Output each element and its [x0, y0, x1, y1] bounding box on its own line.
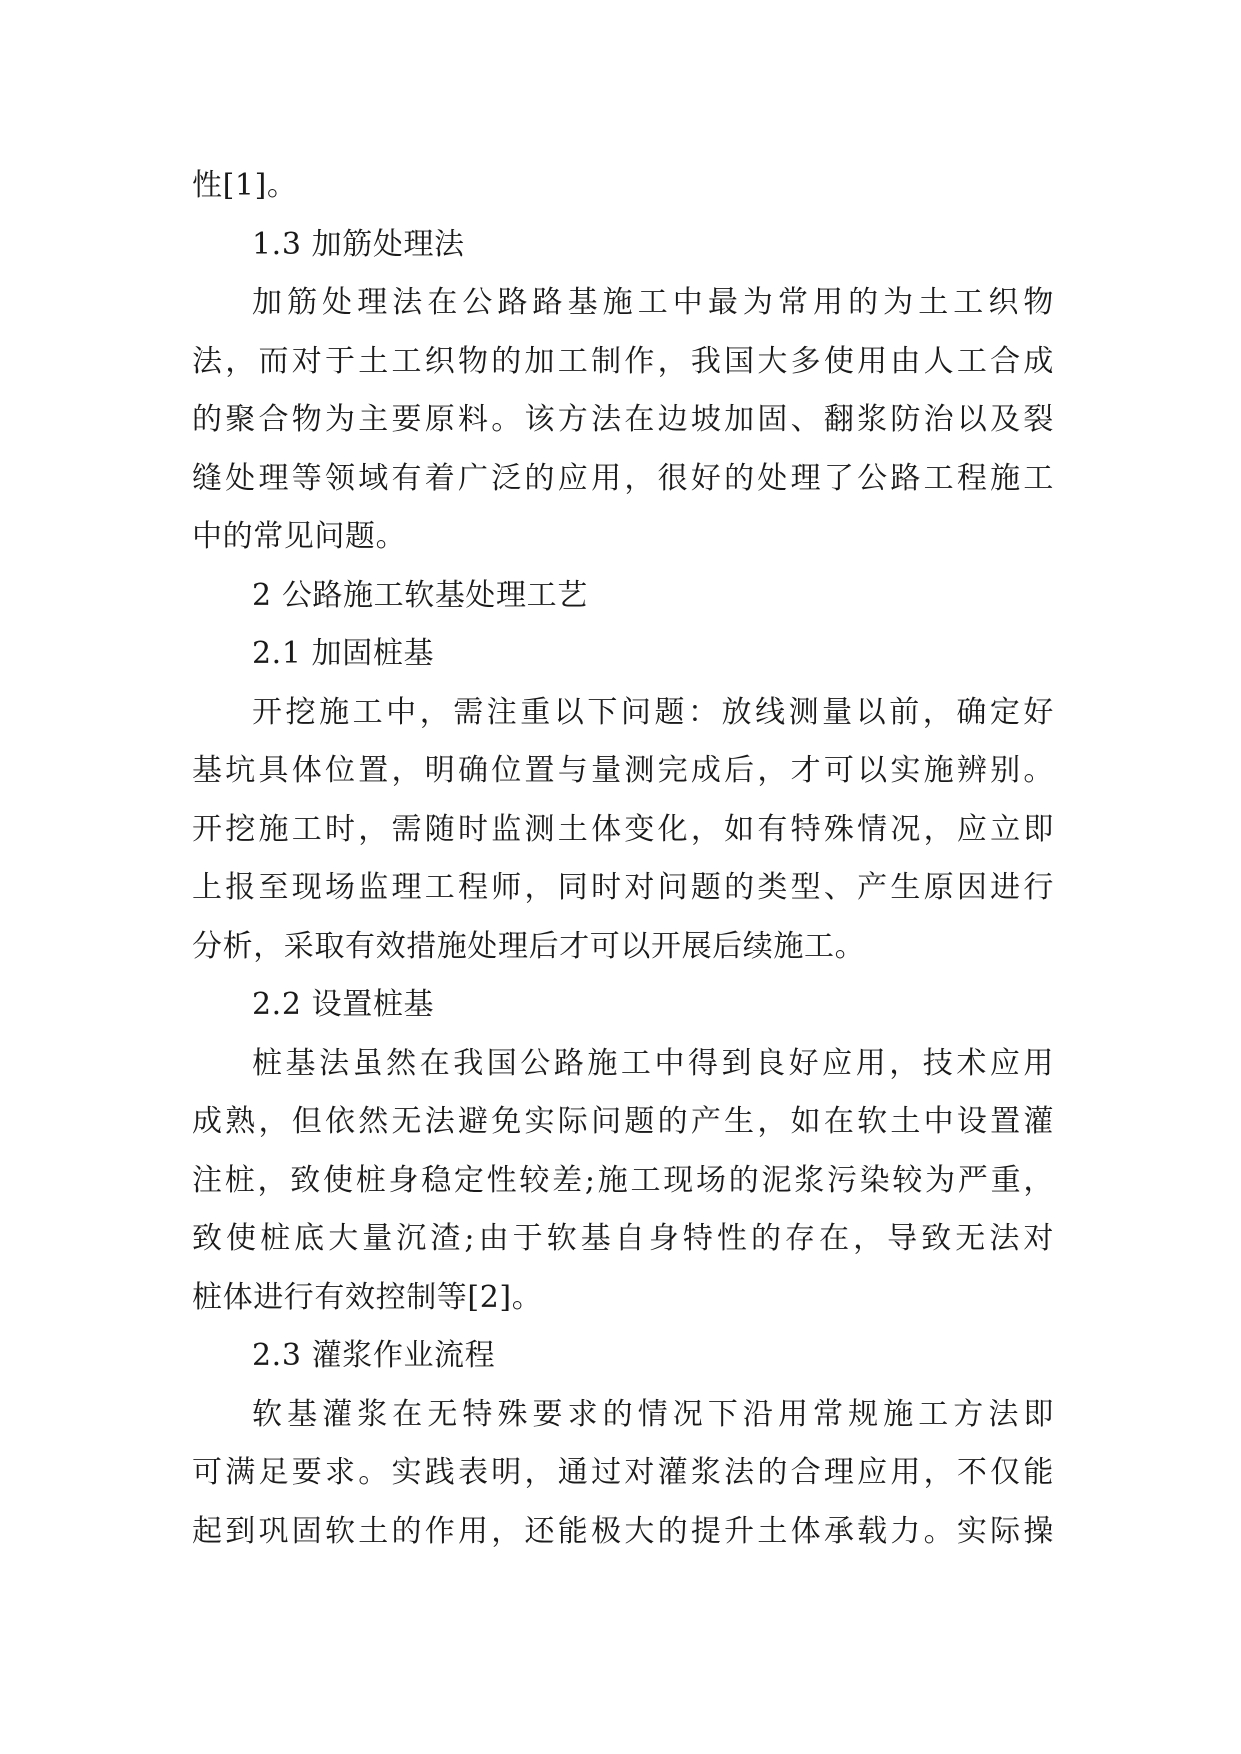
text-line: 2 公路施工软基处理工艺 [252, 577, 588, 613]
text-line: 2.1 加固桩基 [252, 636, 435, 671]
text-line: 缝处理等领域有着广泛的应用，很好的处理了公路工程施工 [192, 460, 1054, 496]
text-line: 可满足要求。实践表明，通过对灌浆法的合理应用，不仅能 [192, 1455, 1054, 1490]
text-line: 法，而对于土工织物的加工制作，我国大多使用由人工合成 [192, 343, 1054, 379]
text-line: 中的常见问题。 [192, 519, 407, 554]
text-line: 桩基法虽然在我国公路施工中得到良好应用，技术应用 [252, 1045, 1054, 1081]
text-line: 2.2 设置桩基 [252, 987, 435, 1022]
text-line: 成熟，但依然无法避免实际问题的产生，如在软土中设置灌 [192, 1104, 1054, 1139]
text-line: 的聚合物为主要原料。该方法在边坡加固、翻浆防治以及裂 [192, 402, 1054, 437]
text-line: 2.3 灌浆作业流程 [252, 1338, 496, 1373]
text-line: 开挖施工中，需注重以下问题：放线测量以前，确定好 [252, 694, 1054, 730]
text-line: 致使桩底大量沉渣;由于软基自身特性的存在，导致无法对 [192, 1221, 1054, 1256]
text-line: 性[1]。 [192, 168, 298, 203]
text-line: 桩体进行有效控制等[2]。 [192, 1279, 543, 1315]
text-line: 注桩，致使桩身稳定性较差;施工现场的泥浆污染较为严重， [192, 1162, 1054, 1198]
text-line: 分析，采取有效措施处理后才可以开展后续施工。 [192, 928, 866, 964]
text-line: 加筋处理法在公路路基施工中最为常用的为土工织物 [252, 285, 1054, 320]
text-line: 起到巩固软土的作用，还能极大的提升土体承载力。实际操 [192, 1513, 1054, 1549]
text-line: 开挖施工时，需随时监测土体变化，如有特殊情况，应立即 [192, 811, 1054, 847]
text-line: 基坑具体位置，明确位置与量测完成后，才可以实施辨别。 [192, 753, 1054, 788]
body-text [192, 157, 1054, 1561]
text-line: 1.3 加筋处理法 [252, 226, 465, 262]
text-line: 上报至现场监理工程师，同时对问题的类型、产生原因进行 [192, 870, 1054, 905]
text-line: 软基灌浆在无特殊要求的情况下沿用常规施工方法即 [252, 1396, 1054, 1432]
